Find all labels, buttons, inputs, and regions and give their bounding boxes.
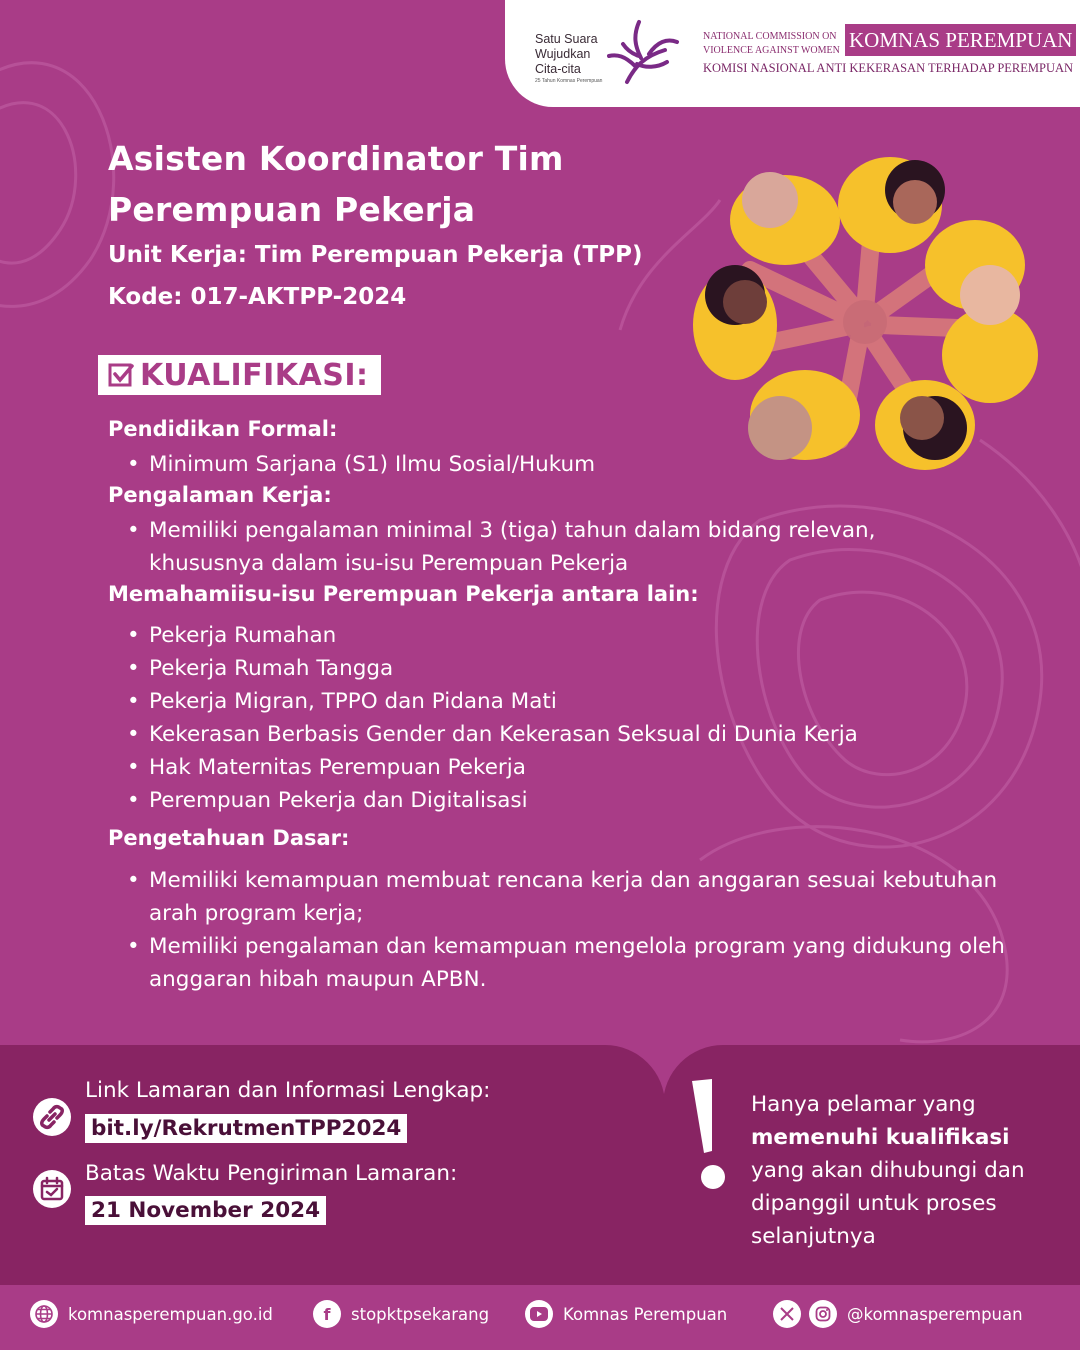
- list-item: • Memiliki pengalaman minimal 3 (tiga) tahun dalam bidang relevan, khususnya dalam isu-isu Perempuan Pekerja: [125, 514, 885, 580]
- work-unit: Unit Kerja: Tim Perempuan Pekerja (TPP): [108, 242, 643, 268]
- link-icon: [33, 1098, 71, 1136]
- flower-logo-icon: [605, 16, 681, 86]
- knowledge-list: [125, 864, 1005, 996]
- notice-text-part-2: yang akan dihubungi dan dipanggil untuk proses selanjutnya: [751, 1158, 1025, 1249]
- header-logo-card: [505, 0, 1080, 107]
- job-title: [108, 133, 668, 235]
- tagline-line-1: Satu Suara: [535, 32, 598, 46]
- org-english-line-2: VIOLENCE AGAINST WOMEN: [703, 45, 840, 56]
- list-item: • Hak Maternitas Perempuan Pekerja: [125, 751, 1025, 784]
- org-indonesian-name: KOMISI NASIONAL ANTI KEKERASAN TERHADAP PEREMPUAN: [703, 61, 1074, 75]
- list-item: • Minimum Sarjana (S1) Ilmu Sosial/Hukum: [125, 448, 1025, 481]
- application-link-label: Link Lamaran dan Informasi Lengkap:: [85, 1078, 491, 1103]
- instagram-icon: [809, 1300, 837, 1328]
- qualification-heading: KUALIFIKASI:: [140, 357, 369, 393]
- application-link[interactable]: bit.ly/RekrutmenTPP2024: [85, 1114, 407, 1143]
- education-heading: Pendidikan Formal:: [108, 417, 338, 441]
- calendar-icon: [33, 1170, 71, 1208]
- list-item: • Kekerasan Berbasis Gender dan Kekerasan Seksual di Dunia Kerja: [125, 718, 1025, 751]
- experience-heading: Pengalaman Kerja:: [108, 483, 332, 507]
- list-item: • Memiliki pengalaman dan kemampuan mengelola program yang didukung oleh anggaran hibah maupun APBN.: [125, 930, 1005, 996]
- youtube-channel: Komnas Perempuan: [563, 1304, 728, 1324]
- job-title-line-2: Perempuan Pekerja: [108, 190, 476, 229]
- facebook-icon: f: [313, 1300, 341, 1328]
- issues-heading: Memahamiisu-isu Perempuan Pekerja antara lain:: [108, 582, 699, 606]
- x-twitter-icon: [773, 1300, 801, 1328]
- notice-text-emphasis: memenuhi kualifikasi: [751, 1125, 1010, 1150]
- list-item: • Pekerja Migran, TPPO dan Pidana Mati: [125, 685, 1025, 718]
- women-circle-illustration: [690, 150, 1050, 480]
- qualification-badge: [98, 355, 381, 395]
- website-url: komnasperempuan.go.id: [68, 1304, 273, 1324]
- tagline-line-2: Wujudkan: [535, 47, 591, 61]
- org-name-badge: KOMNAS PEREMPUAN: [845, 24, 1076, 56]
- exclamation-icon: [686, 1075, 736, 1193]
- checkbox-icon: [108, 362, 134, 388]
- list-item: • Pekerja Rumah Tangga: [125, 652, 1025, 685]
- org-english-line-1: NATIONAL COMMISSION ON: [703, 31, 837, 42]
- facebook-handle: stopktpsekarang: [351, 1304, 490, 1324]
- tagline-line-3: Cita-cita: [535, 62, 581, 76]
- globe-icon: [30, 1300, 58, 1328]
- list-item: • Perempuan Pekerja dan Digitalisasi: [125, 784, 1025, 817]
- footer-social-handle[interactable]: [773, 1300, 1023, 1328]
- tagline-subtitle: 25 Tahun Komnas Perempuan: [535, 78, 603, 84]
- job-code: Kode: 017-AKTPP-2024: [108, 284, 407, 310]
- youtube-icon: [525, 1300, 553, 1328]
- social-handle: @komnasperempuan: [847, 1304, 1023, 1324]
- notice-text-part-1: Hanya pelamar yang: [751, 1092, 976, 1117]
- notice-text: [751, 1088, 1051, 1253]
- anniversary-tagline: [535, 32, 602, 85]
- knowledge-heading: Pengetahuan Dasar:: [108, 826, 350, 850]
- deadline-date: 21 November 2024: [85, 1196, 326, 1225]
- experience-list: [125, 514, 885, 580]
- deadline-label: Batas Waktu Pengiriman Lamaran:: [85, 1161, 458, 1186]
- footer-website[interactable]: [30, 1300, 273, 1328]
- footer-facebook[interactable]: [313, 1300, 489, 1328]
- list-item: • Memiliki kemampuan membuat rencana kerja dan anggaran sesuai kebutuhan arah program kerja;: [125, 864, 1005, 930]
- education-list: [125, 448, 1025, 481]
- issues-list: [125, 619, 1025, 817]
- job-title-line-1: Asisten Koordinator Tim: [108, 139, 564, 178]
- org-english-name: [703, 30, 848, 58]
- footer-youtube[interactable]: [525, 1300, 727, 1328]
- list-item: • Pekerja Rumahan: [125, 619, 1025, 652]
